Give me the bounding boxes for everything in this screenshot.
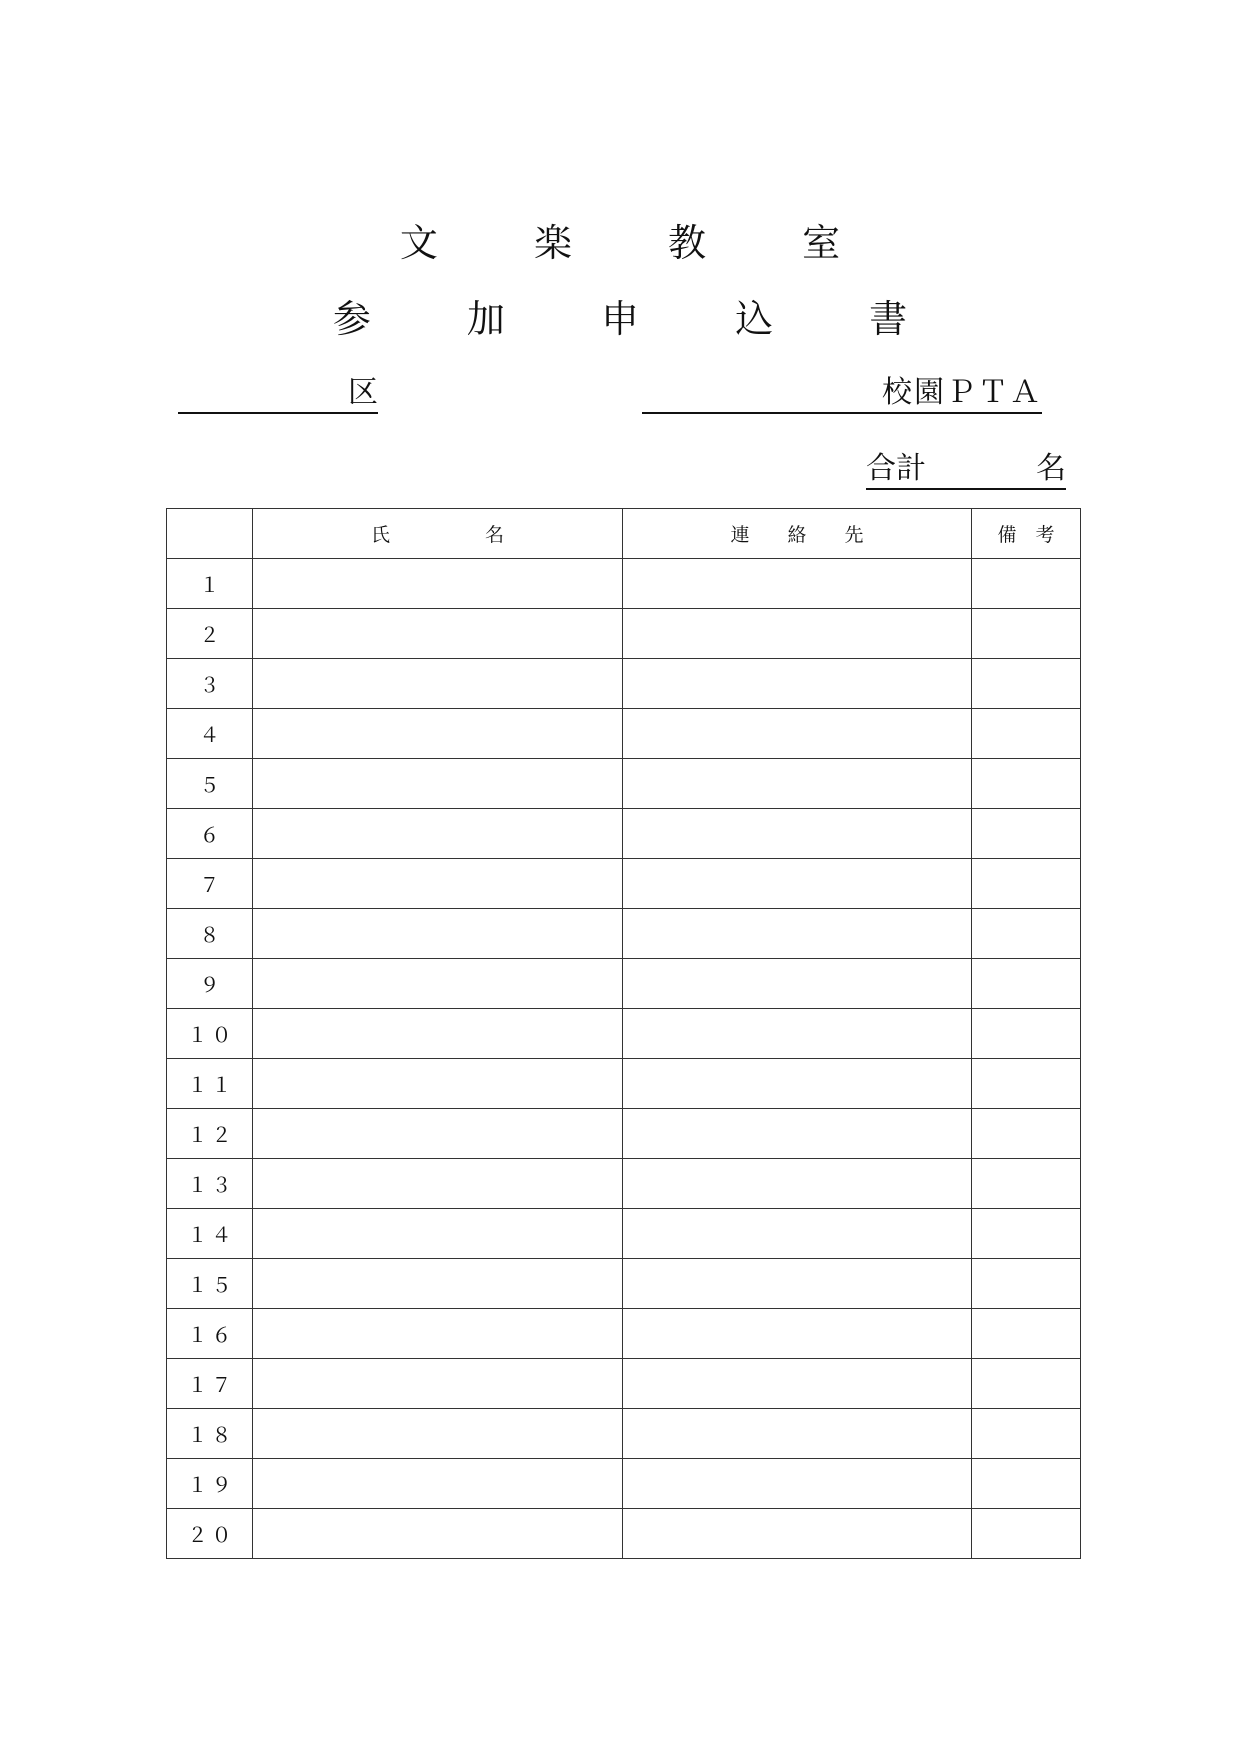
- notes-cell[interactable]: [972, 709, 1081, 759]
- name-cell[interactable]: [253, 1359, 623, 1409]
- table-row: [167, 709, 1081, 759]
- notes-cell[interactable]: [972, 659, 1081, 709]
- contact-cell[interactable]: [623, 959, 972, 1009]
- contact-cell[interactable]: [623, 709, 972, 759]
- contact-cell[interactable]: [623, 1259, 972, 1309]
- name-cell[interactable]: [253, 1409, 623, 1459]
- table-row: [167, 1009, 1081, 1059]
- name-cell[interactable]: [253, 659, 623, 709]
- header-number: [167, 509, 253, 559]
- contact-cell[interactable]: [623, 1159, 972, 1209]
- name-cell[interactable]: [253, 859, 623, 909]
- notes-cell[interactable]: [972, 609, 1081, 659]
- header-notes: 備 考: [972, 509, 1081, 559]
- contact-cell[interactable]: [623, 809, 972, 859]
- row-number: ４: [167, 709, 253, 759]
- school-pta-field[interactable]: [642, 372, 1042, 414]
- row-number: ７: [167, 859, 253, 909]
- row-number: ９: [167, 959, 253, 1009]
- row-number: ５: [167, 759, 253, 809]
- row-number: ２０: [167, 1509, 253, 1559]
- participant-table: [166, 508, 1081, 1559]
- notes-cell[interactable]: [972, 1359, 1081, 1409]
- table-row: [167, 1359, 1081, 1409]
- row-number: １３: [167, 1159, 253, 1209]
- total-count-field[interactable]: [866, 448, 1066, 490]
- table-row: [167, 1109, 1081, 1159]
- table-row: [167, 859, 1081, 909]
- table-body: [167, 559, 1081, 1559]
- contact-cell[interactable]: [623, 559, 972, 609]
- table-row: [167, 609, 1081, 659]
- name-cell[interactable]: [253, 1009, 623, 1059]
- table-row: [167, 659, 1081, 709]
- table-row: [167, 909, 1081, 959]
- notes-cell[interactable]: [972, 909, 1081, 959]
- notes-cell[interactable]: [972, 1109, 1081, 1159]
- notes-cell[interactable]: [972, 959, 1081, 1009]
- row-number: ２: [167, 609, 253, 659]
- name-cell[interactable]: [253, 959, 623, 1009]
- table-row: [167, 559, 1081, 609]
- notes-cell[interactable]: [972, 1509, 1081, 1559]
- notes-cell[interactable]: [972, 1159, 1081, 1209]
- row-number: １: [167, 559, 253, 609]
- table-row: [167, 1509, 1081, 1559]
- row-number: １０: [167, 1009, 253, 1059]
- row-number: ３: [167, 659, 253, 709]
- notes-cell[interactable]: [972, 1459, 1081, 1509]
- contact-cell[interactable]: [623, 1309, 972, 1359]
- name-cell[interactable]: [253, 759, 623, 809]
- name-cell[interactable]: [253, 709, 623, 759]
- name-cell[interactable]: [253, 1509, 623, 1559]
- table-row: [167, 1259, 1081, 1309]
- school-pta-label: 校園ＰＴＡ: [882, 375, 1042, 410]
- table-row: [167, 1209, 1081, 1259]
- name-cell[interactable]: [253, 1059, 623, 1109]
- row-number: １５: [167, 1259, 253, 1309]
- notes-cell[interactable]: [972, 559, 1081, 609]
- table-row: [167, 1409, 1081, 1459]
- document-subtitle: 参 加 申 込 書: [332, 297, 950, 341]
- table-row: [167, 759, 1081, 809]
- row-number: １１: [167, 1059, 253, 1109]
- notes-cell[interactable]: [972, 809, 1081, 859]
- name-cell[interactable]: [253, 909, 623, 959]
- notes-cell[interactable]: [972, 1059, 1081, 1109]
- contact-cell[interactable]: [623, 909, 972, 959]
- notes-cell[interactable]: [972, 1209, 1081, 1259]
- notes-cell[interactable]: [972, 1009, 1081, 1059]
- notes-cell[interactable]: [972, 859, 1081, 909]
- contact-cell[interactable]: [623, 859, 972, 909]
- contact-cell[interactable]: [623, 1209, 972, 1259]
- header-name: 氏 名: [253, 509, 623, 559]
- table-row: [167, 1159, 1081, 1209]
- table-row: [167, 1309, 1081, 1359]
- row-number: １７: [167, 1359, 253, 1409]
- table-row: [167, 1059, 1081, 1109]
- notes-cell[interactable]: [972, 759, 1081, 809]
- notes-cell[interactable]: [972, 1309, 1081, 1359]
- row-number: １６: [167, 1309, 253, 1359]
- ward-label: 区: [348, 375, 378, 410]
- row-number: ８: [167, 909, 253, 959]
- contact-cell[interactable]: [623, 759, 972, 809]
- table-row: [167, 959, 1081, 1009]
- name-cell[interactable]: [253, 1109, 623, 1159]
- notes-cell[interactable]: [972, 1259, 1081, 1309]
- total-label: 合計: [866, 451, 926, 486]
- contact-cell[interactable]: [623, 1459, 972, 1509]
- contact-cell[interactable]: [623, 1059, 972, 1109]
- contact-cell[interactable]: [623, 1509, 972, 1559]
- table-row: [167, 1459, 1081, 1509]
- ward-field[interactable]: [178, 372, 378, 414]
- row-number: ６: [167, 809, 253, 859]
- table-header-row: [167, 509, 1081, 559]
- row-number: １９: [167, 1459, 253, 1509]
- contact-cell[interactable]: [623, 1109, 972, 1159]
- name-cell[interactable]: [253, 1159, 623, 1209]
- contact-cell[interactable]: [623, 1009, 972, 1059]
- contact-cell[interactable]: [623, 609, 972, 659]
- name-cell[interactable]: [253, 809, 623, 859]
- contact-cell[interactable]: [623, 1359, 972, 1409]
- row-number: １２: [167, 1109, 253, 1159]
- header-contact: 連 絡 先: [623, 509, 972, 559]
- name-cell[interactable]: [253, 559, 623, 609]
- contact-cell[interactable]: [623, 659, 972, 709]
- contact-cell[interactable]: [623, 1409, 972, 1459]
- total-unit: 名: [1036, 451, 1066, 486]
- document-title: 文 楽 教 室: [399, 221, 883, 265]
- name-cell[interactable]: [253, 1459, 623, 1509]
- name-cell[interactable]: [253, 1309, 623, 1359]
- table-row: [167, 809, 1081, 859]
- notes-cell[interactable]: [972, 1409, 1081, 1459]
- row-number: １４: [167, 1209, 253, 1259]
- name-cell[interactable]: [253, 609, 623, 659]
- name-cell[interactable]: [253, 1259, 623, 1309]
- row-number: １８: [167, 1409, 253, 1459]
- name-cell[interactable]: [253, 1209, 623, 1259]
